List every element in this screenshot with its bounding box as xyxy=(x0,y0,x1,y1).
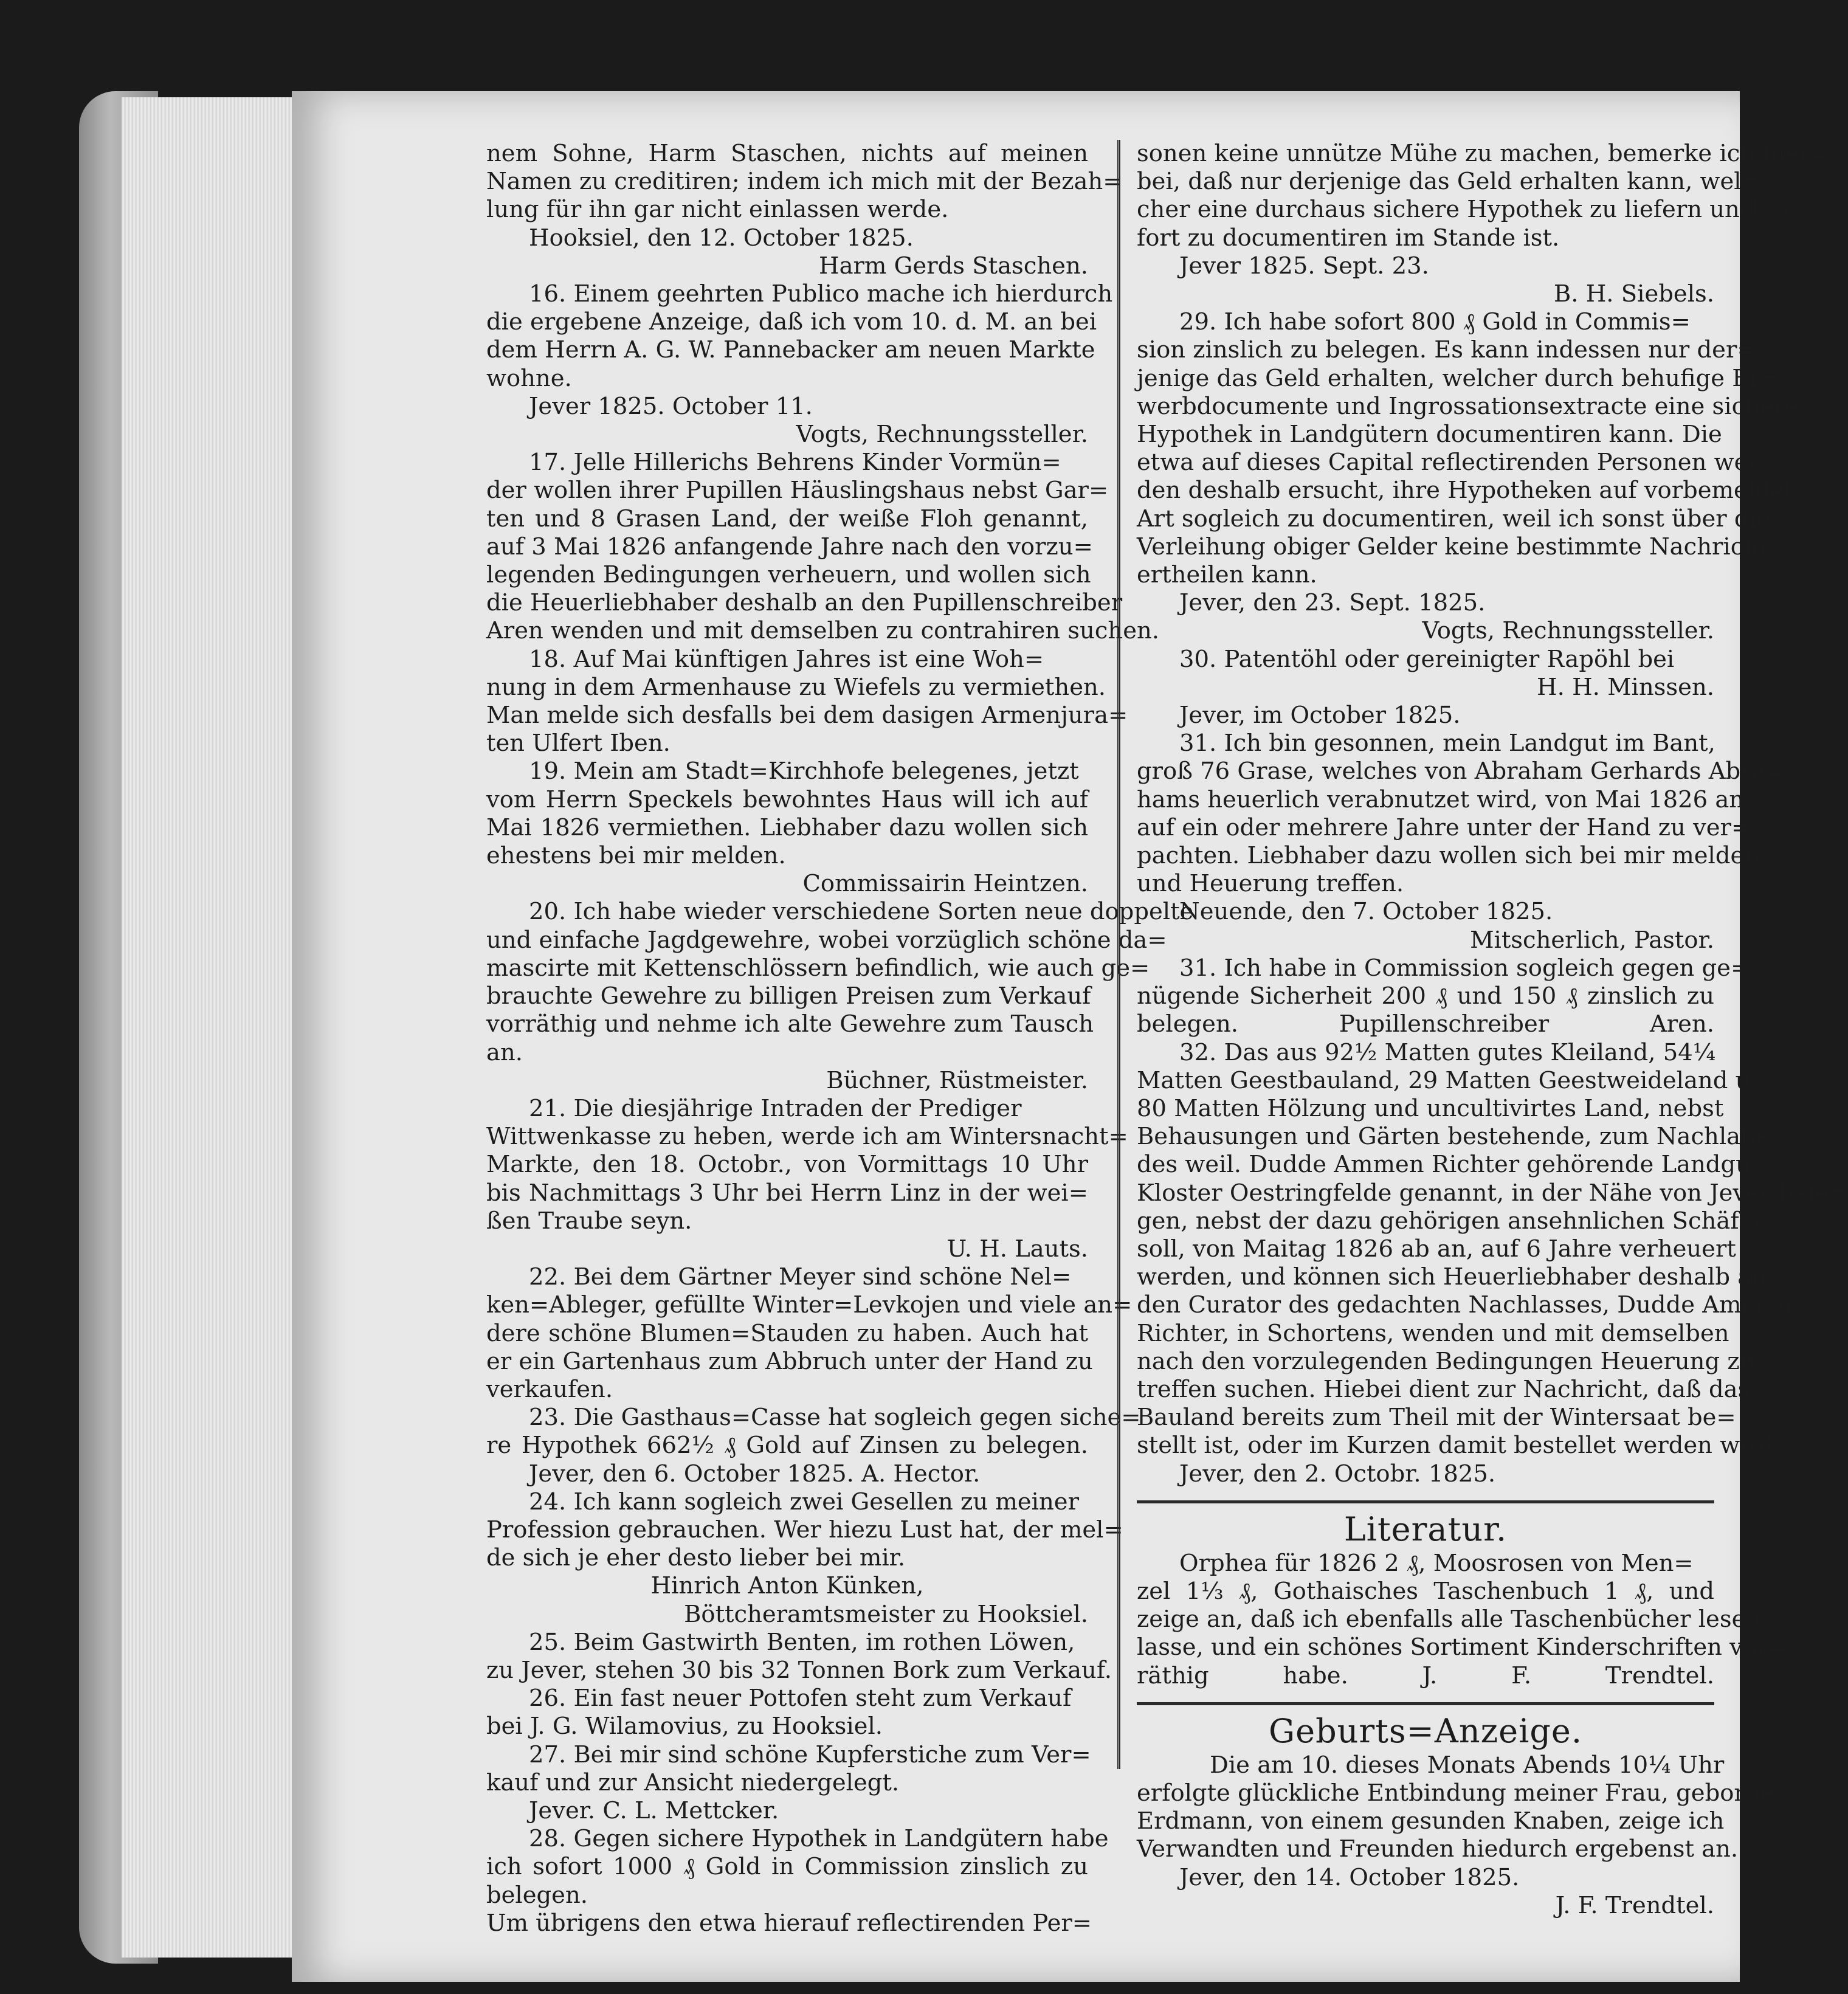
text-line: B. H. Siebels. xyxy=(1553,280,1714,308)
text-line: nügende Sicherheit 200 ₰ und 150 ₰ zinslich zu xyxy=(1137,982,1714,1010)
text-line: 31. Ich habe in Commission sogleich gegen ge= xyxy=(1179,954,1751,982)
section-divider-geburts xyxy=(1137,1702,1714,1705)
text-line: vom Herrn Speckels bewohntes Haus will ich auf xyxy=(486,785,1088,813)
text-line: lung für ihn gar nicht einlassen werde. xyxy=(486,196,949,224)
text-line: 23. Die Gasthaus=Casse hat sogleich gegen siche= xyxy=(529,1404,1141,1432)
text-line: werbdocumente und Ingrossationsextracte eine sichere xyxy=(1137,392,1799,420)
text-line: und Heuerung treffen. xyxy=(1137,870,1404,898)
text-line: pachten. Liebhaber dazu wollen sich bei mir melden xyxy=(1137,842,1760,870)
literatur-line: räthig habe. J. F. Trendtel. xyxy=(1137,1661,1714,1689)
text-line: fort zu documentiren im Stande ist. xyxy=(1137,224,1560,252)
text-line: 27. Bei mir sind schöne Kupferstiche zum Ver= xyxy=(529,1740,1091,1768)
text-line: Böttcheramtsmeister zu Hooksiel. xyxy=(684,1600,1088,1628)
text-line: Profession gebrauchen. Wer hiezu Lust hat, der mel= xyxy=(486,1516,1123,1544)
text-line: H. H. Minssen. xyxy=(1537,673,1714,701)
text-line: ehestens bei mir melden. xyxy=(486,842,786,870)
section-divider-literatur xyxy=(1137,1500,1714,1503)
text-line: 16. Einem geehrten Publico mache ich hierdurch xyxy=(529,280,1113,308)
text-line: auf 3 Mai 1826 anfangende Jahre nach den vorzu= xyxy=(486,533,1093,561)
text-line: Büchner, Rüstmeister. xyxy=(826,1066,1088,1094)
text-line: re Hypothek 662½ ₰ Gold auf Zinsen zu belegen. xyxy=(486,1432,1088,1460)
text-line: Jever, im October 1825. xyxy=(1179,702,1461,730)
text-line: Hinrich Anton Künken, xyxy=(650,1572,924,1600)
text-line: bei, daß nur derjenige das Geld erhalten kann, wel= xyxy=(1137,168,1761,196)
text-line: des weil. Dudde Ammen Richter gehörende Landgut, xyxy=(1137,1151,1768,1179)
geburts-line: Die am 10. dieses Monats Abends 10¼ Uhr xyxy=(1210,1751,1725,1779)
text-line: Jever 1825. Sept. 23. xyxy=(1179,252,1429,280)
text-line: Markte, den 18. Octobr., von Vormittags 10 Uhr xyxy=(486,1151,1088,1179)
text-line: hams heuerlich verabnutzet wird, von Mai 1826 an xyxy=(1137,785,1745,813)
text-line: auf ein oder mehrere Jahre unter der Hand zu ver= xyxy=(1137,813,1751,841)
text-line: die Heuerliebhaber deshalb an den Pupillenschreiber xyxy=(486,589,1123,617)
text-line: Jever 1825. October 11. xyxy=(529,392,813,420)
text-line: 32. Das aus 92½ Matten gutes Kleiland, 54¼ xyxy=(1179,1038,1716,1066)
text-line: 25. Beim Gastwirth Benten, im rothen Löwen, xyxy=(529,1628,1075,1656)
text-line: de sich je eher desto lieber bei mir. xyxy=(486,1544,906,1572)
text-line: Mai 1826 vermiethen. Liebhaber dazu wollen sich xyxy=(486,813,1088,841)
text-line: vorräthig und nehme ich alte Gewehre zum Tausch xyxy=(486,1010,1094,1038)
text-line: ich sofort 1000 ₰ Gold in Commission zinslich zu xyxy=(486,1853,1088,1881)
text-line: Art sogleich zu documentiren, weil ich sonst über die xyxy=(1137,505,1771,533)
text-line: ertheilen kann. xyxy=(1137,561,1317,589)
text-line: sion zinslich zu belegen. Es kann indessen nur der= xyxy=(1137,336,1757,364)
text-line: Richter, in Schortens, wenden und mit demselben xyxy=(1137,1319,1729,1347)
text-line: 80 Matten Hölzung und uncultivirtes Land, nebst xyxy=(1137,1094,1724,1122)
literatur-line: zel 1⅓ ₰, Gothaisches Taschenbuch 1 ₰, und xyxy=(1137,1577,1714,1605)
text-line: Verleihung obiger Gelder keine bestimmte Nachricht xyxy=(1137,533,1768,561)
text-line: Neuende, den 7. October 1825. xyxy=(1179,898,1553,926)
text-line: Man melde sich desfalls bei dem dasigen Armenjura= xyxy=(486,702,1128,730)
text-line: den Curator des gedachten Nachlasses, Dudde Ammen xyxy=(1137,1291,1793,1319)
text-line: den deshalb ersucht, ihre Hypotheken auf vorbemeldete xyxy=(1137,477,1807,505)
text-line: belegen. xyxy=(486,1881,588,1909)
text-line: 24. Ich kann sogleich zwei Gesellen zu meiner xyxy=(529,1488,1079,1516)
text-line: Commissairin Heintzen. xyxy=(802,870,1088,898)
text-line: 18. Auf Mai künftigen Jahres ist eine Woh= xyxy=(529,645,1044,673)
text-line: Um übrigens den etwa hierauf reflectirenden Per= xyxy=(486,1909,1092,1937)
text-line: Hooksiel, den 12. October 1825. xyxy=(529,224,914,252)
text-line: kauf und zur Ansicht niedergelegt. xyxy=(486,1768,900,1796)
text-line: zu Jever, stehen 30 bis 32 Tonnen Bork zum Verkauf. xyxy=(486,1656,1112,1684)
literatur-line: lasse, und ein schönes Sortiment Kinderschriften vor= xyxy=(1137,1633,1788,1661)
geburts-text xyxy=(1137,1751,1774,1920)
text-line: U. H. Lauts. xyxy=(946,1235,1088,1263)
text-line: ßen Traube seyn. xyxy=(486,1207,692,1235)
right-column-notices xyxy=(1137,140,1848,1488)
literatur-heading: Literatur. xyxy=(1343,1509,1508,1548)
text-line: etwa auf dieses Capital reflectirenden Personen wer= xyxy=(1137,449,1779,477)
text-line: Behausungen und Gärten bestehende, zum Nachlaße xyxy=(1137,1123,1770,1151)
text-line: ken=Ableger, gefüllte Winter=Levkojen und viele an= xyxy=(486,1291,1133,1319)
text-line: wohne. xyxy=(486,364,572,392)
text-line: ten Ulfert Iben. xyxy=(486,730,671,757)
text-line: 31. Ich bin gesonnen, mein Landgut im Bant, xyxy=(1179,730,1715,757)
text-line: cher eine durchaus sichere Hypothek zu liefern und so= xyxy=(1137,196,1808,224)
text-line: 20. Ich habe wieder verschiedene Sorten neue doppelte xyxy=(529,898,1194,926)
text-line: nung in dem Armenhause zu Wiefels zu vermiethen. xyxy=(486,673,1106,701)
literatur-text xyxy=(1137,1549,1788,1690)
text-line: jenige das Geld erhalten, welcher durch behufige Er= xyxy=(1137,364,1781,392)
text-line: er ein Gartenhaus zum Abbruch unter der Hand zu xyxy=(486,1347,1093,1375)
geburts-heading: Geburts=Anzeige. xyxy=(1268,1711,1583,1750)
text-line: 29. Ich habe sofort 800 ₰ Gold in Commis= xyxy=(1179,308,1691,336)
text-line: 30. Patentöhl oder gereinigter Rapöhl bei xyxy=(1179,645,1675,673)
text-line: Jever. C. L. Mettcker. xyxy=(529,1796,779,1824)
text-line: nach den vorzulegenden Bedingungen Heuerung zu xyxy=(1137,1347,1755,1375)
left-column xyxy=(486,140,1194,1937)
text-line: sonen keine unnütze Mühe zu machen, bemerke ich hier= xyxy=(1137,140,1830,167)
text-line: die ergebene Anzeige, daß ich vom 10. d. M. an bei xyxy=(486,308,1097,336)
text-line: belegen. Pupillenschreiber Aren. xyxy=(1137,1010,1714,1038)
text-line: verkaufen. xyxy=(486,1375,613,1403)
text-line: Wittwenkasse zu heben, werde ich am Wintersnacht= xyxy=(486,1123,1128,1151)
text-line: 26. Ein fast neuer Pottofen steht zum Verkauf xyxy=(529,1685,1072,1713)
text-line: Jever, den 6. October 1825. A. Hector. xyxy=(529,1460,981,1488)
geburts-line: erfolgte glückliche Entbindung meiner Frau, geborne xyxy=(1137,1779,1774,1807)
text-line: Harm Gerds Staschen. xyxy=(819,252,1088,280)
geburts-line: J. F. Trendtel. xyxy=(1555,1891,1714,1919)
text-line: 17. Jelle Hillerichs Behrens Kinder Vormün= xyxy=(529,449,1061,477)
geburts-line: Erdmann, von einem gesunden Knaben, zeige ich xyxy=(1137,1807,1725,1835)
text-line: brauchte Gewehre zu billigen Preisen zum Verkauf xyxy=(486,982,1091,1010)
text-line: der wollen ihrer Pupillen Häuslingshaus nebst Gar= xyxy=(486,477,1109,505)
literatur-line: Orphea für 1826 2 ₰, Moosrosen von Men= xyxy=(1179,1549,1694,1577)
text-line: werden, und können sich Heuerliebhaber deshalb an xyxy=(1137,1263,1767,1291)
text-line: und einfache Jagdgewehre, wobei vorzüglich schöne da= xyxy=(486,926,1167,954)
text-line: legenden Bedingungen verheuern, und wollen sich xyxy=(486,561,1091,589)
text-line: mascirte mit Kettenschlössern befindlich, wie auch ge= xyxy=(486,954,1150,982)
text-line: Aren wenden und mit demselben zu contrahiren suchen. xyxy=(486,617,1160,645)
text-line: treffen suchen. Hiebei dient zur Nachricht, daß das xyxy=(1137,1375,1750,1403)
text-line: an. xyxy=(486,1038,523,1066)
geburts-line: Jever, den 14. October 1825. xyxy=(1179,1863,1520,1891)
text-line: 19. Mein am Stadt=Kirchhofe belegenes, jetzt xyxy=(529,757,1079,785)
text-line: Matten Geestbauland, 29 Matten Geestweideland u. xyxy=(1137,1066,1758,1094)
text-line: 28. Gegen sichere Hypothek in Landgütern habe xyxy=(529,1825,1109,1853)
literatur-line: zeige an, daß ich ebenfalls alle Taschenbücher lesen xyxy=(1137,1606,1761,1633)
text-line: Jever, den 23. Sept. 1825. xyxy=(1179,589,1486,617)
text-line: Mitscherlich, Pastor. xyxy=(1470,926,1714,954)
text-line: Bauland bereits zum Theil mit der Wintersaat be= xyxy=(1137,1404,1736,1432)
text-line: Hypothek in Landgütern documentiren kann. Die xyxy=(1137,421,1722,449)
text-line: Kloster Oestringfelde genannt, in der Nähe von Jever bele= xyxy=(1137,1179,1848,1207)
text-line: nem Sohne, Harm Staschen, nichts auf meinen xyxy=(486,140,1088,167)
text-line: ten und 8 Grasen Land, der weiße Floh genannt, xyxy=(486,505,1088,533)
text-line: 21. Die diesjährige Intraden der Prediger xyxy=(529,1094,1022,1122)
text-line: dere schöne Blumen=Stauden zu haben. Auch hat xyxy=(486,1319,1088,1347)
text-line: 22. Bei dem Gärtner Meyer sind schöne Nel= xyxy=(529,1263,1072,1291)
column-divider xyxy=(1117,140,1120,1769)
text-line: bei J. G. Wilamovius, zu Hooksiel. xyxy=(486,1713,883,1740)
text-line: Vogts, Rechnungssteller. xyxy=(796,421,1088,449)
text-line: groß 76 Grase, welches von Abraham Gerhards Abra= xyxy=(1137,757,1785,785)
text-line: dem Herrn A. G. W. Pannebacker am neuen Markte xyxy=(486,336,1095,364)
text-line: stellt ist, oder im Kurzen damit bestellet werden wird. xyxy=(1137,1432,1781,1460)
text-line: Namen zu creditiren; indem ich mich mit der Bezah= xyxy=(486,168,1123,196)
text-line: gen, nebst der dazu gehörigen ansehnlichen Schäferei, xyxy=(1137,1207,1793,1235)
right-column xyxy=(1137,140,1848,1920)
text-line: Jever, den 2. Octobr. 1825. xyxy=(1179,1460,1496,1488)
text-line: Vogts, Rechnungssteller. xyxy=(1422,617,1714,645)
geburts-line: Verwandten und Freunden hiedurch ergebenst an. xyxy=(1137,1835,1739,1863)
text-line: soll, von Maitag 1826 ab an, auf 6 Jahre verheuert xyxy=(1137,1235,1736,1263)
text-line: bis Nachmittags 3 Uhr bei Herrn Linz in der wei= xyxy=(486,1179,1088,1207)
